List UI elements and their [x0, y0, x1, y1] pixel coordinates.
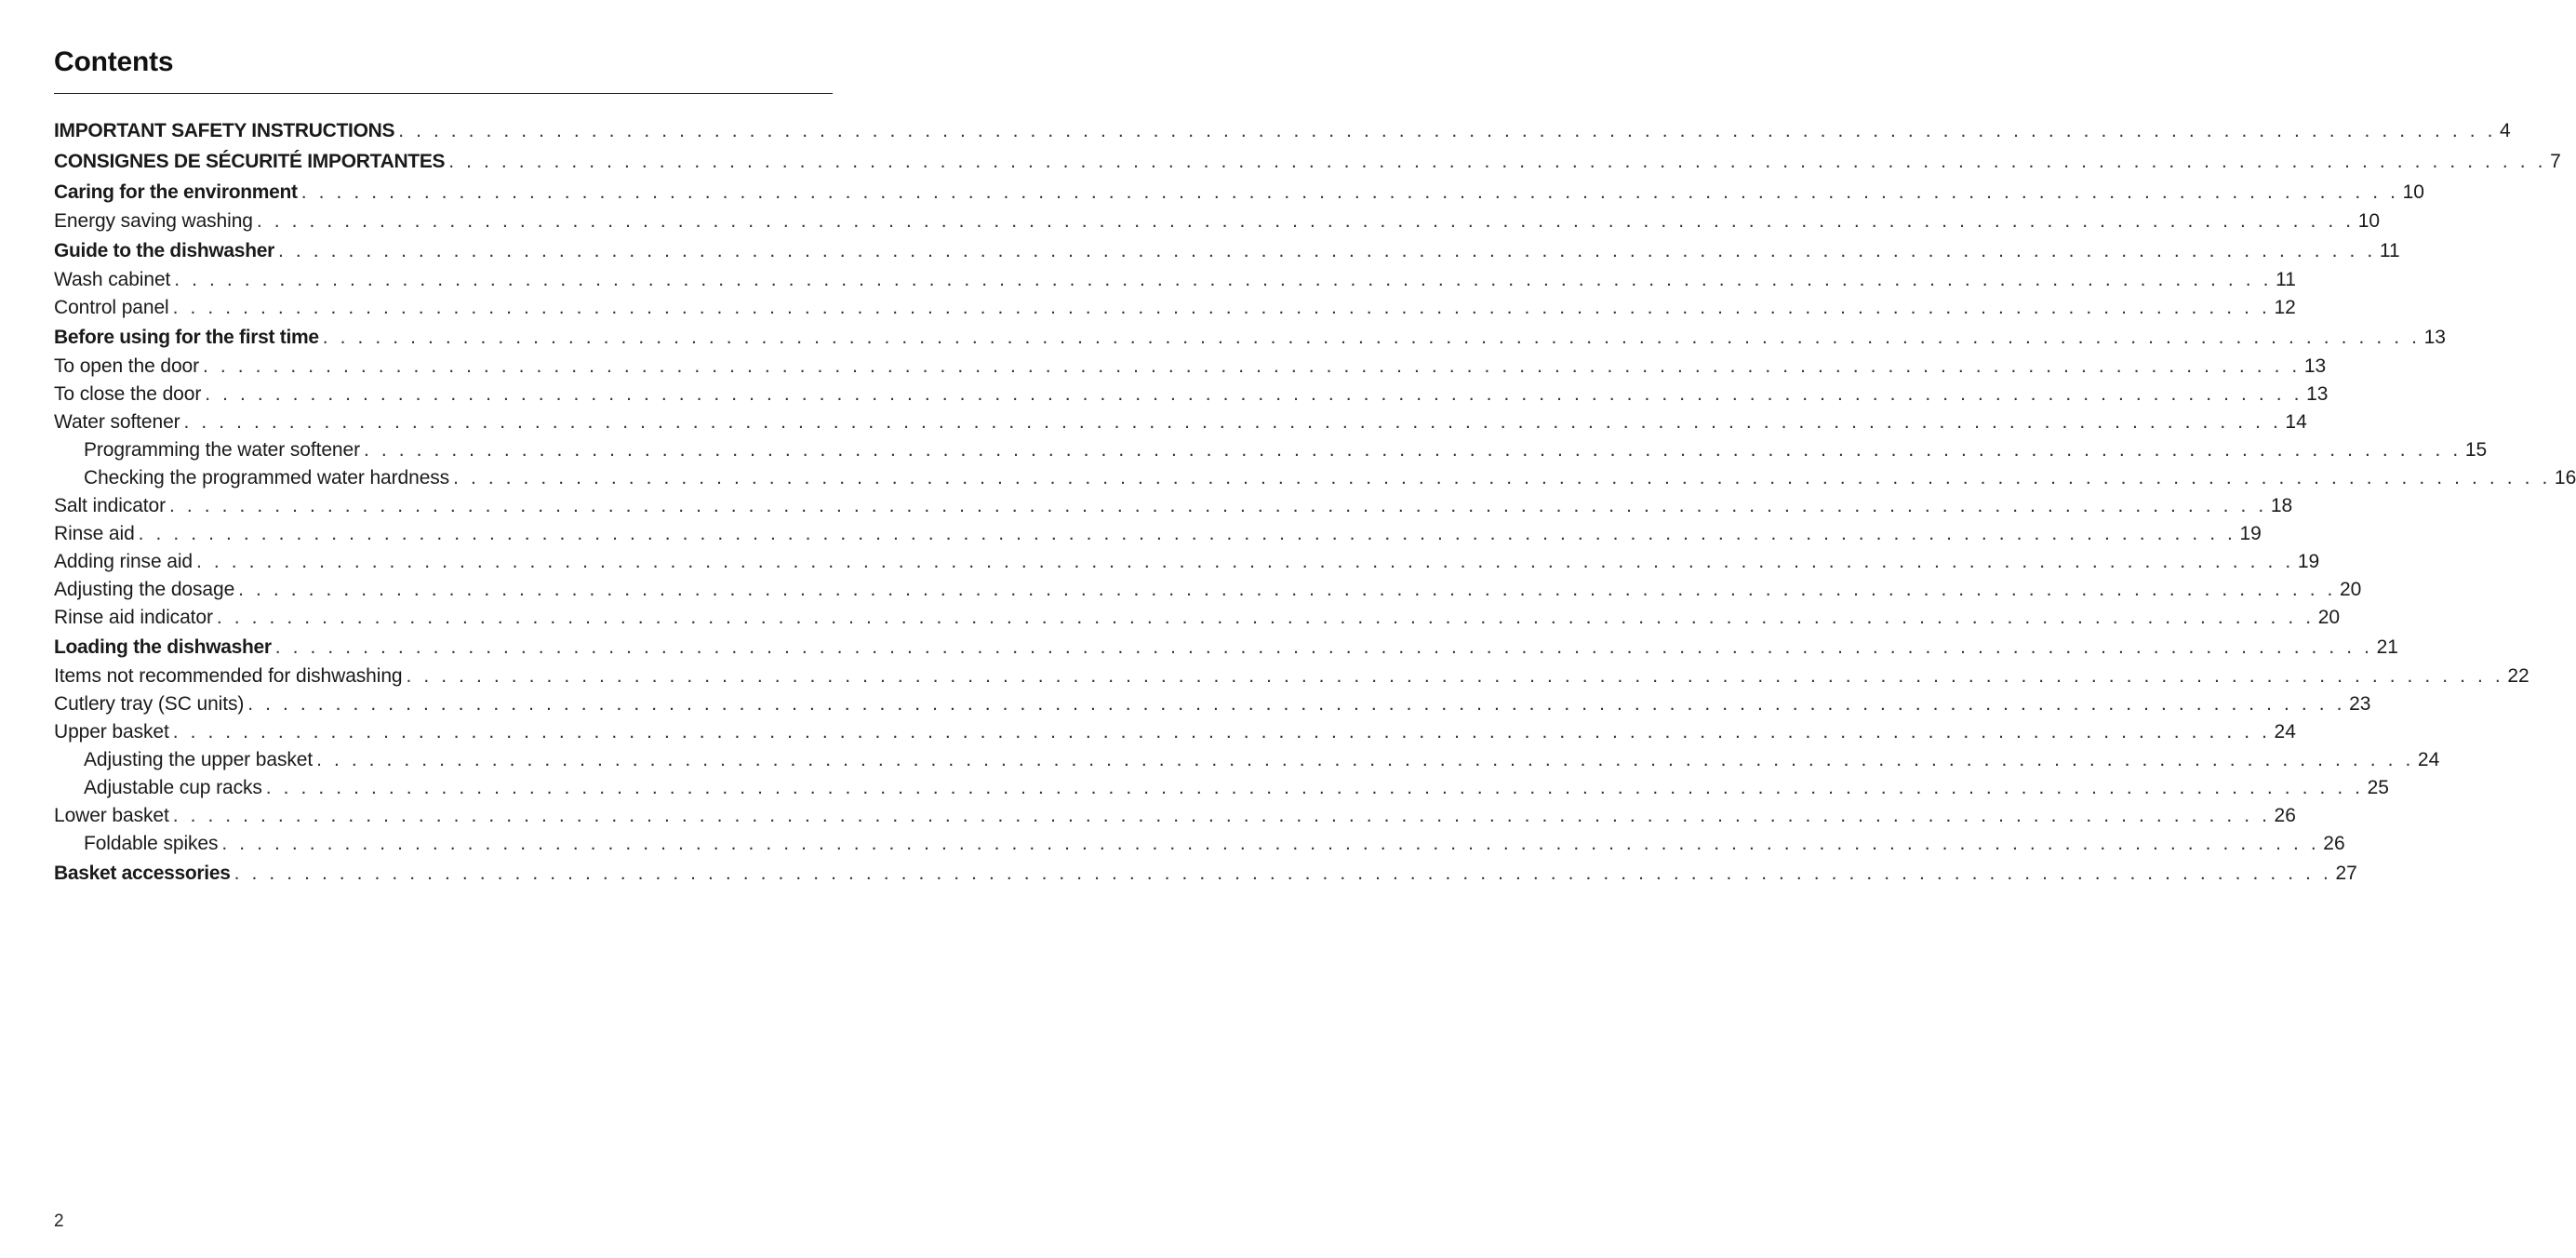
- toc-entry[interactable]: [54, 146, 2561, 177]
- toc-dot-leader: . . . . . . . . . . . . . . . . . . . . . . . . . . . . . . . . . . . . . . . . . . . . . . . . . . . . . . . . . . . . . . . . . . . . . . . . . . . . . . . . . . . . . . . . . . . . . . . . . . . . . . . . . . . . . . . . . . . . . . . .: [234, 863, 2332, 884]
- toc-dot-leader: . . . . . . . . . . . . . . . . . . . . . . . . . . . . . . . . . . . . . . . . . . . . . . . . . . . . . . . . . . . . . . . . . . . . . . . . . . . . . . . . . . . . . . . . . . . . . . . . . . . . . . . . . . . . . . . . . . . . . . . .: [221, 833, 2320, 854]
- toc-entry-page: 26: [2323, 833, 2345, 854]
- toc-entry-page: 25: [2367, 777, 2389, 798]
- toc-entry[interactable]: [54, 604, 2341, 632]
- toc-entry-page: 13: [2423, 327, 2446, 348]
- toc-entry-page: 15: [2464, 439, 2488, 461]
- toc-entry-label: Salt indicator: [54, 495, 166, 516]
- toc-entry-label: Adjustable cup racks: [84, 777, 262, 798]
- toc-entry-page: 10: [2402, 181, 2424, 203]
- toc-dot-leader: . . . . . . . . . . . . . . . . . . . . . . . . . . . . . . . . . . . . . . . . . . . . . . . . . . . . . . . . . . . . . . . . . . . . . . . . . . . . . . . . . . . . . . . . . . . . . . . . . . . . . . . . . . . . . . . . . . . . . . . .: [265, 777, 2364, 798]
- toc-entry-page: 4: [2500, 120, 2511, 141]
- toc-dot-leader: . . . . . . . . . . . . . . . . . . . . . . . . . . . . . . . . . . . . . . . . . . . . . . . . . . . . . . . . . . . . . . . . . . . . . . . . . . . . . . . . . . . . . . . . . . . . . . . . . . . . . . . . . . . . . . . . . . . . . . . .: [172, 721, 2271, 743]
- toc-dot-leader: . . . . . . . . . . . . . . . . . . . . . . . . . . . . . . . . . . . . . . . . . . . . . . . . . . . . . . . . . . . . . . . . . . . . . . . . . . . . . . . . . . . . . . . . . . . . . . . . . . . . . . . . . . . . . . . . . . . . . . . .: [406, 665, 2504, 687]
- toc-entry-page: 16: [2554, 467, 2576, 488]
- toc-entry-label: Loading the dishwasher: [54, 636, 272, 658]
- toc-entry-page: 18: [2270, 495, 2293, 516]
- toc-entry-page: 26: [2274, 805, 2296, 826]
- toc-dot-leader: . . . . . . . . . . . . . . . . . . . . . . . . . . . . . . . . . . . . . . . . . . . . . . . . . . . . . . . . . . . . . . . . . . . . . . . . . . . . . . . . . . . . . . . . . . . . . . . . . . . . . . . . . . . . . . . . . . . . . . . .: [256, 210, 2355, 232]
- title-divider: [54, 93, 833, 94]
- toc-entry[interactable]: [54, 322, 2446, 353]
- toc-entry-label: Adjusting the dosage: [54, 579, 235, 600]
- toc-entry-label: Items not recommended for dishwashing: [54, 665, 403, 687]
- toc-entry[interactable]: [54, 408, 2307, 436]
- toc-dot-leader: . . . . . . . . . . . . . . . . . . . . . . . . . . . . . . . . . . . . . . . . . . . . . . . . . . . . . . . . . . . . . . . . . . . . . . . . . . . . . . . . . . . . . . . . . . . . . . . . . . . . . . . . . . . . . . . . . . . . . . . .: [363, 439, 2462, 461]
- toc-entry-label: Guide to the dishwasher: [54, 240, 274, 261]
- toc-dot-leader: . . . . . . . . . . . . . . . . . . . . . . . . . . . . . . . . . . . . . . . . . . . . . . . . . . . . . . . . . . . . . . . . . . . . . . . . . . . . . . . . . . . . . . . . . . . . . . . . . . . . . . . . . . . . . . . . . . . . . . . .: [277, 240, 2376, 261]
- toc-entry-label: Lower basket: [54, 805, 169, 826]
- toc-dot-leader: . . . . . . . . . . . . . . . . . . . . . . . . . . . . . . . . . . . . . . . . . . . . . . . . . . . . . . . . . . . . . . . . . . . . . . . . . . . . . . . . . . . . . . . . . . . . . . . . . . . . . . . . . . . . . . . . . . . . . . . .: [453, 467, 2551, 488]
- toc-dot-leader: . . . . . . . . . . . . . . . . . . . . . . . . . . . . . . . . . . . . . . . . . . . . . . . . . . . . . . . . . . . . . . . . . . . . . . . . . . . . . . . . . . . . . . . . . . . . . . . . . . . . . . . . . . . . . . . . . . . . . . . .: [238, 579, 2336, 600]
- toc-dot-leader: . . . . . . . . . . . . . . . . . . . . . . . . . . . . . . . . . . . . . . . . . . . . . . . . . . . . . . . . . . . . . . . . . . . . . . . . . . . . . . . . . . . . . . . . . . . . . . . . . . . . . . . . . . . . . . . . . . . . . . . .: [172, 805, 2271, 826]
- toc-entry-label: Control panel: [54, 297, 169, 318]
- toc-dot-leader: . . . . . . . . . . . . . . . . . . . . . . . . . . . . . . . . . . . . . . . . . . . . . . . . . . . . . . . . . . . . . . . . . . . . . . . . . . . . . . . . . . . . . . . . . . . . . . . . . . . . . . . . . . . . . . . . . . . . . . . .: [205, 383, 2303, 405]
- toc-entry-page: 22: [2507, 665, 2529, 687]
- toc-entry-label: Energy saving washing: [54, 210, 253, 232]
- toc-dot-leader: . . . . . . . . . . . . . . . . . . . . . . . . . . . . . . . . . . . . . . . . . . . . . . . . . . . . . . . . . . . . . . . . . . . . . . . . . . . . . . . . . . . . . . . . . . . . . . . . . . . . . . . . . . . . . . . . . . . . . . . .: [322, 327, 2421, 348]
- toc-dot-leader: . . . . . . . . . . . . . . . . . . . . . . . . . . . . . . . . . . . . . . . . . . . . . . . . . . . . . . . . . . . . . . . . . . . . . . . . . . . . . . . . . . . . . . . . . . . . . . . . . . . . . . . . . . . . . . . . . . . . . . . .: [448, 151, 2547, 172]
- toc-entry-page: 13: [2306, 383, 2329, 405]
- toc-entry-page: 20: [2317, 607, 2341, 628]
- toc-dot-leader: . . . . . . . . . . . . . . . . . . . . . . . . . . . . . . . . . . . . . . . . . . . . . . . . . . . . . . . . . . . . . . . . . . . . . . . . . . . . . . . . . . . . . . . . . . . . . . . . . . . . . . . . . . . . . . . . . . . . . . . .: [247, 693, 2346, 715]
- toc-entry-page: 27: [2335, 863, 2357, 884]
- toc-dot-leader: . . . . . . . . . . . . . . . . . . . . . . . . . . . . . . . . . . . . . . . . . . . . . . . . . . . . . . . . . . . . . . . . . . . . . . . . . . . . . . . . . . . . . . . . . . . . . . . . . . . . . . . . . . . . . . . . . . . . . . . .: [398, 120, 2497, 141]
- toc-entry-label: Rinse aid: [54, 523, 135, 544]
- toc-entry[interactable]: [54, 520, 2262, 548]
- toc-entry-label: Wash cabinet: [54, 269, 171, 290]
- toc-entry-label: CONSIGNES DE SÉCURITÉ IMPORTANTES: [54, 151, 446, 172]
- toc-entry[interactable]: [54, 802, 2296, 830]
- toc-entry[interactable]: [54, 576, 2362, 604]
- page-number: 2: [54, 1211, 64, 1231]
- toc-entry-page: 21: [2376, 636, 2398, 658]
- toc-entry[interactable]: [54, 115, 2511, 146]
- toc-entry[interactable]: [54, 207, 2381, 235]
- toc-entry-label: IMPORTANT SAFETY INSTRUCTIONS: [54, 120, 395, 141]
- toc-entry[interactable]: [54, 353, 2327, 381]
- toc-dot-leader: . . . . . . . . . . . . . . . . . . . . . . . . . . . . . . . . . . . . . . . . . . . . . . . . . . . . . . . . . . . . . . . . . . . . . . . . . . . . . . . . . . . . . . . . . . . . . . . . . . . . . . . . . . . . . . . . . . . . . . . .: [203, 355, 2301, 377]
- toc-entry[interactable]: [54, 746, 2440, 774]
- toc-entry-page: 7: [2550, 151, 2561, 172]
- toc-entry-label: Adjusting the upper basket: [84, 749, 314, 770]
- toc-entry[interactable]: [54, 690, 2371, 718]
- toc-entry-label: Programming the water softener: [84, 439, 360, 461]
- toc-dot-leader: . . . . . . . . . . . . . . . . . . . . . . . . . . . . . . . . . . . . . . . . . . . . . . . . . . . . . . . . . . . . . . . . . . . . . . . . . . . . . . . . . . . . . . . . . . . . . . . . . . . . . . . . . . . . . . . . . . . . . . . .: [138, 523, 2236, 544]
- toc-entry-label: Basket accessories: [54, 863, 231, 884]
- toc-entry-label: Rinse aid indicator: [54, 607, 213, 628]
- toc-entry[interactable]: [54, 774, 2389, 802]
- toc-entry-label: Caring for the environment: [54, 181, 298, 203]
- toc-dot-leader: . . . . . . . . . . . . . . . . . . . . . . . . . . . . . . . . . . . . . . . . . . . . . . . . . . . . . . . . . . . . . . . . . . . . . . . . . . . . . . . . . . . . . . . . . . . . . . . . . . . . . . . . . . . . . . . . . . . . . . . .: [196, 551, 2294, 572]
- toc-entry-page: 19: [2239, 523, 2262, 544]
- toc-entry[interactable]: [54, 177, 2424, 207]
- toc-entry-label: Water softener: [54, 411, 180, 433]
- toc-entry-page: 11: [2379, 240, 2400, 261]
- toc-dot-leader: . . . . . . . . . . . . . . . . . . . . . . . . . . . . . . . . . . . . . . . . . . . . . . . . . . . . . . . . . . . . . . . . . . . . . . . . . . . . . . . . . . . . . . . . . . . . . . . . . . . . . . . . . . . . . . . . . . . . . . . .: [316, 749, 2414, 770]
- toc-entry[interactable]: [54, 718, 2296, 746]
- toc-entry-page: 24: [2417, 749, 2440, 770]
- toc-entry[interactable]: [54, 830, 2345, 858]
- toc-dot-leader: . . . . . . . . . . . . . . . . . . . . . . . . . . . . . . . . . . . . . . . . . . . . . . . . . . . . . . . . . . . . . . . . . . . . . . . . . . . . . . . . . . . . . . . . . . . . . . . . . . . . . . . . . . . . . . . . . . . . . . . .: [183, 411, 2282, 433]
- toc-entry[interactable]: [54, 436, 2488, 464]
- toc-entry-page: 23: [2349, 693, 2371, 715]
- toc-entry-page: 19: [2297, 551, 2320, 572]
- toc-entry-page: 20: [2340, 579, 2362, 600]
- toc-entry-page: 24: [2274, 721, 2296, 743]
- toc-entry-label: Cutlery tray (SC units): [54, 693, 245, 715]
- toc-entry[interactable]: [54, 235, 2400, 266]
- toc-entry-label: To close the door: [54, 383, 202, 405]
- toc-entry-page: 11: [2276, 269, 2296, 290]
- toc-dot-leader: . . . . . . . . . . . . . . . . . . . . . . . . . . . . . . . . . . . . . . . . . . . . . . . . . . . . . . . . . . . . . . . . . . . . . . . . . . . . . . . . . . . . . . . . . . . . . . . . . . . . . . . . . . . . . . . . . . . . . . . .: [216, 607, 2315, 628]
- toc-entry-label: To open the door: [54, 355, 200, 377]
- toc-entry[interactable]: [54, 858, 2357, 889]
- toc-dot-leader: . . . . . . . . . . . . . . . . . . . . . . . . . . . . . . . . . . . . . . . . . . . . . . . . . . . . . . . . . . . . . . . . . . . . . . . . . . . . . . . . . . . . . . . . . . . . . . . . . . . . . . . . . . . . . . . . . . . . . . . .: [169, 495, 2267, 516]
- toc-entry-page: 10: [2357, 210, 2381, 232]
- toc-entry-page: 12: [2274, 297, 2296, 318]
- toc-entry[interactable]: [54, 294, 2296, 322]
- toc-dot-leader: . . . . . . . . . . . . . . . . . . . . . . . . . . . . . . . . . . . . . . . . . . . . . . . . . . . . . . . . . . . . . . . . . . . . . . . . . . . . . . . . . . . . . . . . . . . . . . . . . . . . . . . . . . . . . . . . . . . . . . . .: [274, 636, 2373, 658]
- toc-entry[interactable]: [54, 492, 2293, 520]
- table-of-contents: [54, 115, 2576, 889]
- toc-entry[interactable]: [54, 662, 2529, 690]
- toc-entry[interactable]: [54, 381, 2329, 408]
- toc-entry[interactable]: [54, 632, 2398, 662]
- page-title: Contents: [54, 47, 174, 77]
- toc-entry-label: Adding rinse aid: [54, 551, 193, 572]
- toc-entry[interactable]: [54, 464, 2576, 492]
- toc-entry[interactable]: [54, 548, 2320, 576]
- toc-dot-leader: . . . . . . . . . . . . . . . . . . . . . . . . . . . . . . . . . . . . . . . . . . . . . . . . . . . . . . . . . . . . . . . . . . . . . . . . . . . . . . . . . . . . . . . . . . . . . . . . . . . . . . . . . . . . . . . . . . . . . . . .: [172, 297, 2271, 318]
- toc-dot-leader: . . . . . . . . . . . . . . . . . . . . . . . . . . . . . . . . . . . . . . . . . . . . . . . . . . . . . . . . . . . . . . . . . . . . . . . . . . . . . . . . . . . . . . . . . . . . . . . . . . . . . . . . . . . . . . . . . . . . . . . .: [300, 181, 2399, 203]
- toc-entry-label: Before using for the first time: [54, 327, 319, 348]
- toc-entry-label: Upper basket: [54, 721, 169, 743]
- toc-entry-label: Foldable spikes: [84, 833, 219, 854]
- toc-entry-label: Checking the programmed water hardness: [84, 467, 450, 488]
- toc-entry[interactable]: [54, 266, 2296, 294]
- toc-entry-page: 14: [2285, 411, 2307, 433]
- toc-dot-leader: . . . . . . . . . . . . . . . . . . . . . . . . . . . . . . . . . . . . . . . . . . . . . . . . . . . . . . . . . . . . . . . . . . . . . . . . . . . . . . . . . . . . . . . . . . . . . . . . . . . . . . . . . . . . . . . . . . . . . . . .: [174, 269, 2273, 290]
- toc-entry-page: 13: [2303, 355, 2327, 377]
